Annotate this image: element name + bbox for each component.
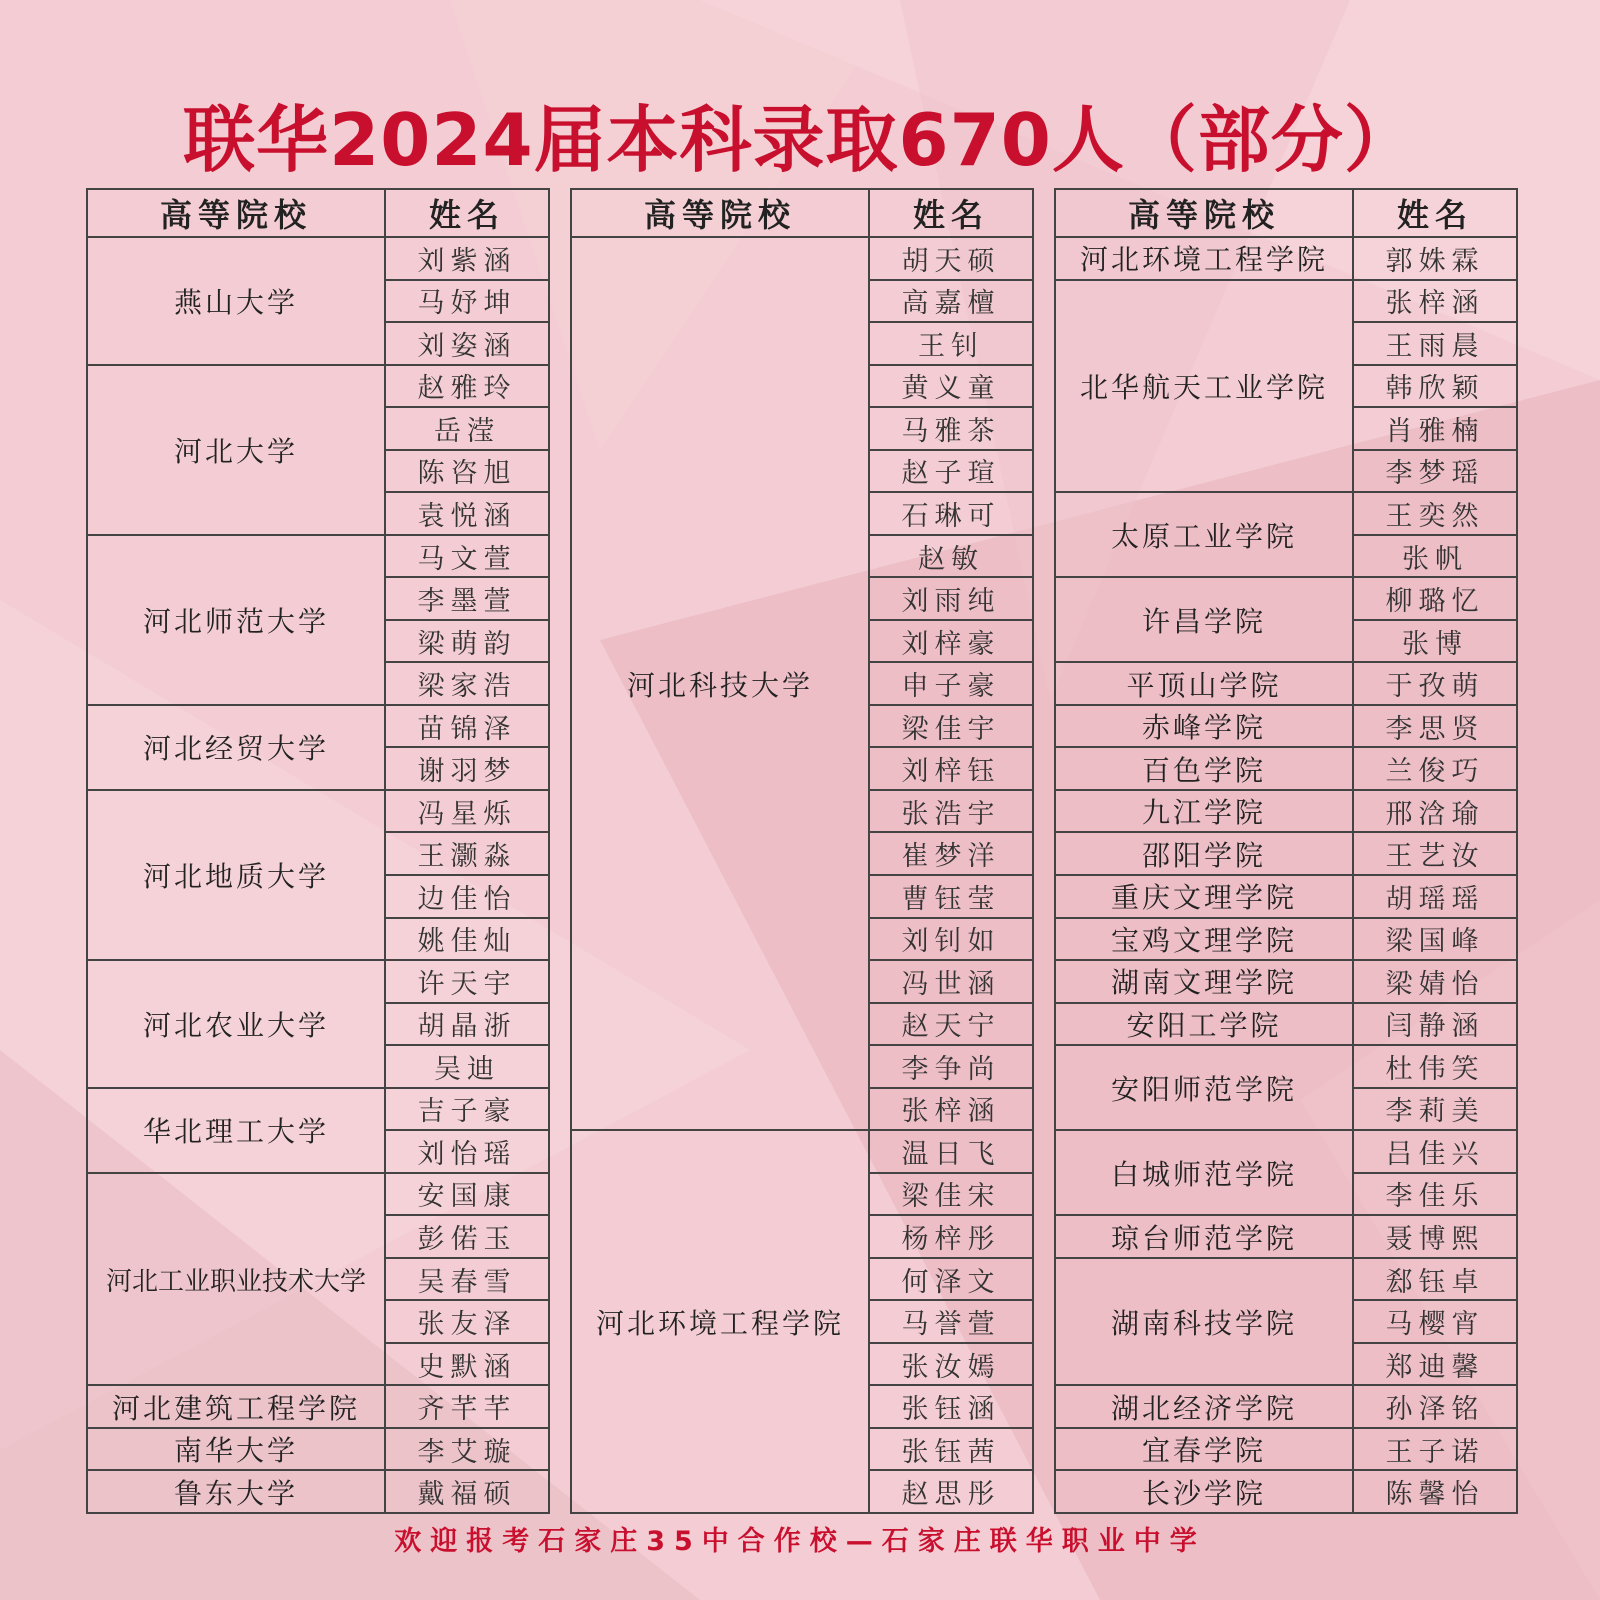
student-name: 史默涵 xyxy=(385,1343,549,1386)
admission-table-2 xyxy=(570,188,1034,1514)
student-name: 郄钰卓 xyxy=(1353,1258,1517,1301)
school-cell: 太原工业学院 xyxy=(1055,492,1353,577)
header-school: 高等院校 xyxy=(571,189,869,237)
student-name: 吉子豪 xyxy=(385,1088,549,1131)
student-name: 陈馨怡 xyxy=(1353,1470,1517,1513)
student-name: 张钰涵 xyxy=(869,1385,1033,1428)
student-name: 胡天硕 xyxy=(869,237,1033,280)
school-cell: 白城师范学院 xyxy=(1055,1130,1353,1215)
student-name: 胡瑶瑶 xyxy=(1353,875,1517,918)
school-cell: 湖南科技学院 xyxy=(1055,1258,1353,1386)
student-name: 刘梓豪 xyxy=(869,620,1033,663)
school-cell: 琼台师范学院 xyxy=(1055,1215,1353,1258)
school-cell: 河北经贸大学 xyxy=(87,705,385,790)
school-cell: 湖北经济学院 xyxy=(1055,1385,1353,1428)
admission-table-3 xyxy=(1054,188,1518,1514)
student-name: 边佳怡 xyxy=(385,875,549,918)
school-cell: 安阳师范学院 xyxy=(1055,1045,1353,1130)
student-name: 申子豪 xyxy=(869,662,1033,705)
school-cell: 九江学院 xyxy=(1055,790,1353,833)
school-cell: 赤峰学院 xyxy=(1055,705,1353,748)
school-cell: 河北环境工程学院 xyxy=(571,1130,869,1513)
student-name: 谢羽梦 xyxy=(385,747,549,790)
school-cell: 河北建筑工程学院 xyxy=(87,1385,385,1428)
school-cell: 燕山大学 xyxy=(87,237,385,365)
school-cell: 长沙学院 xyxy=(1055,1470,1353,1513)
school-cell: 邵阳学院 xyxy=(1055,832,1353,875)
student-name: 韩欣颖 xyxy=(1353,365,1517,408)
student-name: 梁萌韵 xyxy=(385,620,549,663)
school-cell: 华北理工大学 xyxy=(87,1088,385,1173)
student-name: 黄义童 xyxy=(869,365,1033,408)
student-name: 梁家浩 xyxy=(385,662,549,705)
student-name: 王子诺 xyxy=(1353,1428,1517,1471)
school-cell: 安阳工学院 xyxy=(1055,1003,1353,1046)
student-name: 梁婧怡 xyxy=(1353,960,1517,1003)
student-name: 崔梦洋 xyxy=(869,832,1033,875)
student-name: 温日飞 xyxy=(869,1130,1033,1173)
student-name: 李思贤 xyxy=(1353,705,1517,748)
student-name: 许天宇 xyxy=(385,960,549,1003)
student-name: 张浩宇 xyxy=(869,790,1033,833)
student-name: 赵天宁 xyxy=(869,1003,1033,1046)
student-name: 张钰茜 xyxy=(869,1428,1033,1471)
header-school: 高等院校 xyxy=(87,189,385,237)
school-cell: 南华大学 xyxy=(87,1428,385,1471)
student-name: 张博 xyxy=(1353,620,1517,663)
student-name: 郑迪馨 xyxy=(1353,1343,1517,1386)
student-name: 梁佳宋 xyxy=(869,1173,1033,1216)
school-cell: 河北师范大学 xyxy=(87,535,385,705)
student-name: 胡晶浙 xyxy=(385,1003,549,1046)
student-name: 王艺汝 xyxy=(1353,832,1517,875)
school-cell: 河北环境工程学院 xyxy=(1055,237,1353,280)
school-cell: 河北大学 xyxy=(87,365,385,535)
student-name: 杜伟笑 xyxy=(1353,1045,1517,1088)
student-name: 刘紫涵 xyxy=(385,237,549,280)
school-cell: 北华航天工业学院 xyxy=(1055,280,1353,493)
student-name: 王奕然 xyxy=(1353,492,1517,535)
student-name: 王雨晨 xyxy=(1353,322,1517,365)
school-cell: 河北农业大学 xyxy=(87,960,385,1088)
student-name: 姚佳灿 xyxy=(385,918,549,961)
student-name: 冯星烁 xyxy=(385,790,549,833)
header-name: 姓名 xyxy=(1353,189,1517,237)
student-name: 邢浛瑜 xyxy=(1353,790,1517,833)
student-name: 赵雅玲 xyxy=(385,365,549,408)
student-name: 吕佳兴 xyxy=(1353,1130,1517,1173)
school-cell: 河北工业职业技术大学 xyxy=(87,1173,385,1386)
student-name: 李梦瑶 xyxy=(1353,450,1517,493)
school-cell: 平顶山学院 xyxy=(1055,662,1353,705)
admission-table-1 xyxy=(86,188,550,1514)
student-name: 齐芊芊 xyxy=(385,1385,549,1428)
school-cell: 宝鸡文理学院 xyxy=(1055,918,1353,961)
student-name: 张帆 xyxy=(1353,535,1517,578)
student-name: 张友泽 xyxy=(385,1300,549,1343)
student-name: 吴迪 xyxy=(385,1045,549,1088)
student-name: 兰俊巧 xyxy=(1353,747,1517,790)
student-name: 高嘉檀 xyxy=(869,280,1033,323)
student-name: 袁悦涵 xyxy=(385,492,549,535)
school-cell: 重庆文理学院 xyxy=(1055,875,1353,918)
school-cell: 湖南文理学院 xyxy=(1055,960,1353,1003)
student-name: 戴福硕 xyxy=(385,1470,549,1513)
student-name: 李争尚 xyxy=(869,1045,1033,1088)
school-cell: 河北科技大学 xyxy=(571,237,869,1130)
student-name: 王灏淼 xyxy=(385,832,549,875)
student-name: 马雅茶 xyxy=(869,407,1033,450)
school-cell: 鲁东大学 xyxy=(87,1470,385,1513)
student-name: 赵敏 xyxy=(869,535,1033,578)
student-name: 柳璐忆 xyxy=(1353,577,1517,620)
student-name: 梁佳宇 xyxy=(869,705,1033,748)
school-cell: 百色学院 xyxy=(1055,747,1353,790)
header-name: 姓名 xyxy=(869,189,1033,237)
student-name: 郭姝霖 xyxy=(1353,237,1517,280)
header-name: 姓名 xyxy=(385,189,549,237)
student-name: 杨梓彤 xyxy=(869,1215,1033,1258)
student-name: 张梓涵 xyxy=(869,1088,1033,1131)
student-name: 梁国峰 xyxy=(1353,918,1517,961)
student-name: 李艾璇 xyxy=(385,1428,549,1471)
student-name: 张梓涵 xyxy=(1353,280,1517,323)
student-name: 陈咨旭 xyxy=(385,450,549,493)
student-name: 彭偌玉 xyxy=(385,1215,549,1258)
student-name: 于孜萌 xyxy=(1353,662,1517,705)
student-name: 闫静涵 xyxy=(1353,1003,1517,1046)
student-name: 刘姿涵 xyxy=(385,322,549,365)
student-name: 曹钰莹 xyxy=(869,875,1033,918)
student-name: 赵思彤 xyxy=(869,1470,1033,1513)
student-name: 刘梓钰 xyxy=(869,747,1033,790)
student-name: 苗锦泽 xyxy=(385,705,549,748)
student-name: 王钊 xyxy=(869,322,1033,365)
student-name: 聂博熙 xyxy=(1353,1215,1517,1258)
student-name: 马妤坤 xyxy=(385,280,549,323)
student-name: 吴春雪 xyxy=(385,1258,549,1301)
student-name: 安国康 xyxy=(385,1173,549,1216)
student-name: 张汝嫣 xyxy=(869,1343,1033,1386)
student-name: 孙泽铭 xyxy=(1353,1385,1517,1428)
footer-slogan: 欢迎报考石家庄35中合作校—石家庄联华职业中学 xyxy=(394,1526,1206,1557)
student-name: 岳滢 xyxy=(385,407,549,450)
student-name: 冯世涵 xyxy=(869,960,1033,1003)
student-name: 李墨萱 xyxy=(385,577,549,620)
school-cell: 河北地质大学 xyxy=(87,790,385,960)
school-cell: 宜春学院 xyxy=(1055,1428,1353,1471)
student-name: 刘怡瑶 xyxy=(385,1130,549,1173)
student-name: 李莉美 xyxy=(1353,1088,1517,1131)
student-name: 马文萱 xyxy=(385,535,549,578)
student-name: 石琳可 xyxy=(869,492,1033,535)
student-name: 马樱宵 xyxy=(1353,1300,1517,1343)
student-name: 李佳乐 xyxy=(1353,1173,1517,1216)
student-name: 刘钊如 xyxy=(869,918,1033,961)
student-name: 何泽文 xyxy=(869,1258,1033,1301)
student-name: 肖雅楠 xyxy=(1353,407,1517,450)
student-name: 马誉萱 xyxy=(869,1300,1033,1343)
header-school: 高等院校 xyxy=(1055,189,1353,237)
student-name: 赵子瑄 xyxy=(869,450,1033,493)
page-title: 联华2024届本科录取670人（部分） xyxy=(183,98,1417,182)
student-name: 刘雨纯 xyxy=(869,577,1033,620)
school-cell: 许昌学院 xyxy=(1055,577,1353,662)
